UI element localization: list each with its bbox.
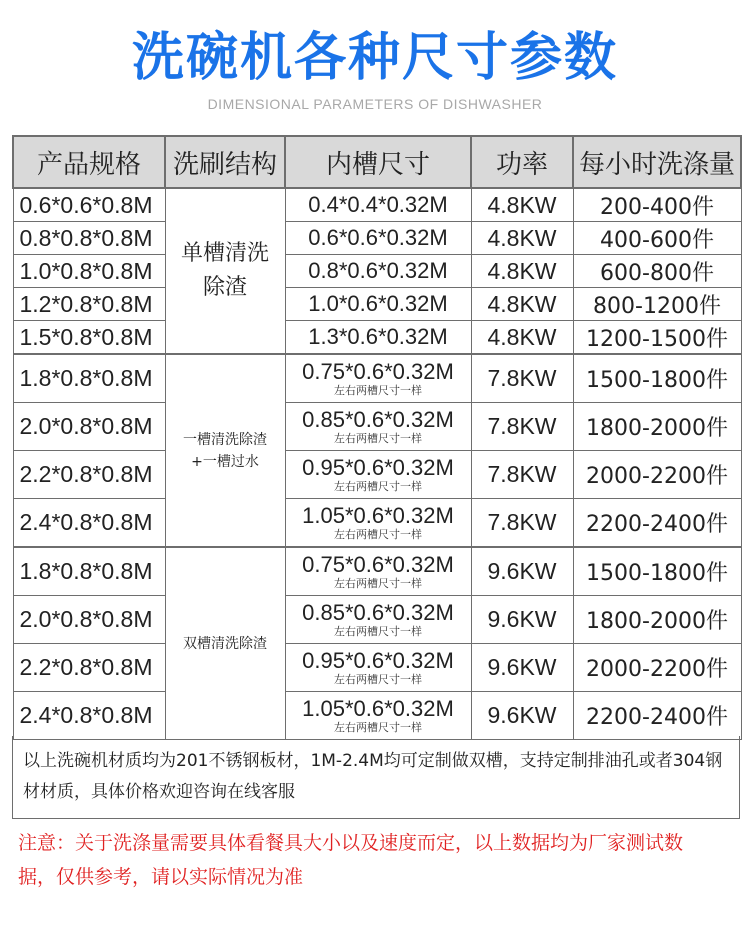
tank-size-note: 左右两槽尺寸一样 [334,480,422,493]
power-cell: 4.8KW [471,321,573,355]
tank-size-cell [285,692,471,740]
capacity-cell: 1200-1500件 [573,321,741,355]
tank-size-note: 左右两槽尺寸一样 [334,528,422,541]
power-cell: 4.8KW [471,188,573,222]
tank-size-value: 0.95*0.6*0.32M [302,648,454,673]
model-cell: 2.0*0.8*0.8M [13,596,165,644]
tank-size-cell [285,222,471,255]
table-header-row [13,136,741,188]
tank-size-value: 0.6*0.6*0.32M [308,225,448,250]
power-cell: 7.8KW [471,354,573,403]
power-cell: 7.8KW [471,403,573,451]
tank-size-note: 左右两槽尺寸一样 [334,577,422,590]
material-note: 以上洗碗机材质均为201不锈钢板材，1M-2.4M均可定制做双槽，支持定制排油孔或者304钢材材质，具体价格欢迎咨询在线客服 [12,736,740,819]
tank-size-cell [285,547,471,596]
tank-size-cell [285,354,471,403]
table-row [13,596,741,644]
table-row [13,451,741,499]
power-cell: 4.8KW [471,255,573,288]
structure-cell [165,354,285,547]
model-cell: 2.4*0.8*0.8M [13,499,165,548]
model-cell: 2.2*0.8*0.8M [13,644,165,692]
tank-size-note: 左右两槽尺寸一样 [334,721,422,734]
warning-note: 注意：关于洗涤量需要具体看餐具大小以及速度而定，以上数据均为厂家测试数据，仅供参考，请以实际情况为准 [18,832,684,888]
capacity-cell: 2200-2400件 [573,499,741,548]
tank-size-cell [285,188,471,222]
table-row [13,644,741,692]
header-power: 功率 [471,136,573,188]
capacity-cell: 400-600件 [573,222,741,255]
tank-size-cell [285,288,471,321]
table-row [13,692,741,740]
tank-size-note: 左右两槽尺寸一样 [334,625,422,638]
model-cell: 1.0*0.8*0.8M [13,255,165,288]
tank-size-cell [285,451,471,499]
power-cell: 9.6KW [471,596,573,644]
tank-size-value: 1.05*0.6*0.32M [302,503,454,528]
table-row [13,354,741,403]
tank-size-value: 0.85*0.6*0.32M [302,407,454,432]
page-title: 洗碗机各种尺寸参数 [131,28,618,88]
structure-line: +一槽过水 [191,453,259,470]
spec-table [12,135,742,740]
capacity-cell: 2000-2200件 [573,644,741,692]
structure-line: 双槽清洗除渣 [183,635,267,652]
structure-line: 除渣 [202,275,247,300]
power-cell: 4.8KW [471,288,573,321]
tank-size-value: 1.0*0.6*0.32M [308,291,448,316]
tank-size-cell [285,255,471,288]
capacity-cell: 1500-1800件 [573,354,741,403]
table-row [13,222,741,255]
table-row [13,255,741,288]
header-model: 产品规格 [13,136,165,188]
capacity-cell: 800-1200件 [573,288,741,321]
power-cell: 9.6KW [471,547,573,596]
table-row [13,403,741,451]
header-capacity: 每小时洗涤量 [573,136,741,188]
power-cell: 9.6KW [471,692,573,740]
capacity-cell: 1800-2000件 [573,596,741,644]
tank-size-cell [285,644,471,692]
tank-size-value: 0.4*0.4*0.32M [308,192,448,217]
tank-size-cell [285,321,471,355]
model-cell: 2.4*0.8*0.8M [13,692,165,740]
power-cell: 9.6KW [471,644,573,692]
model-cell: 1.2*0.8*0.8M [13,288,165,321]
header-tank-size: 内槽尺寸 [285,136,471,188]
tank-size-value: 1.3*0.6*0.32M [308,324,448,349]
structure-cell [165,188,285,354]
capacity-cell: 2200-2400件 [573,692,741,740]
tank-size-note: 左右两槽尺寸一样 [334,384,422,397]
table-row [13,321,741,355]
table-row [13,188,741,222]
capacity-cell: 1800-2000件 [573,403,741,451]
model-cell: 0.8*0.8*0.8M [13,222,165,255]
power-cell: 7.8KW [471,451,573,499]
tank-size-value: 0.75*0.6*0.32M [302,359,454,384]
power-cell: 7.8KW [471,499,573,548]
capacity-cell: 1500-1800件 [573,547,741,596]
model-cell: 2.0*0.8*0.8M [13,403,165,451]
tank-size-note: 左右两槽尺寸一样 [334,673,422,686]
power-cell: 4.8KW [471,222,573,255]
structure-cell [165,547,285,740]
capacity-cell: 600-800件 [573,255,741,288]
tank-size-value: 0.95*0.6*0.32M [302,455,454,480]
structure-line: 单槽清洗 [180,241,269,266]
model-cell: 2.2*0.8*0.8M [13,451,165,499]
header-structure: 洗刷结构 [165,136,285,188]
model-cell: 1.8*0.8*0.8M [13,547,165,596]
model-cell: 1.8*0.8*0.8M [13,354,165,403]
page-subtitle: DIMENSIONAL PARAMETERS OF DISHWASHER [207,96,543,112]
tank-size-cell [285,499,471,548]
structure-line: 一槽清洗除渣 [183,431,267,448]
table-row [13,547,741,596]
tank-size-cell [285,596,471,644]
capacity-cell: 200-400件 [573,188,741,222]
model-cell: 1.5*0.8*0.8M [13,321,165,355]
tank-size-value: 0.85*0.6*0.32M [302,600,454,625]
table-row [13,288,741,321]
capacity-cell: 2000-2200件 [573,451,741,499]
tank-size-value: 0.8*0.6*0.32M [308,258,448,283]
tank-size-value: 0.75*0.6*0.32M [302,552,454,577]
tank-size-note: 左右两槽尺寸一样 [334,432,422,445]
model-cell: 0.6*0.6*0.8M [13,188,165,222]
tank-size-value: 1.05*0.6*0.32M [302,696,454,721]
tank-size-cell [285,403,471,451]
table-row [13,499,741,548]
